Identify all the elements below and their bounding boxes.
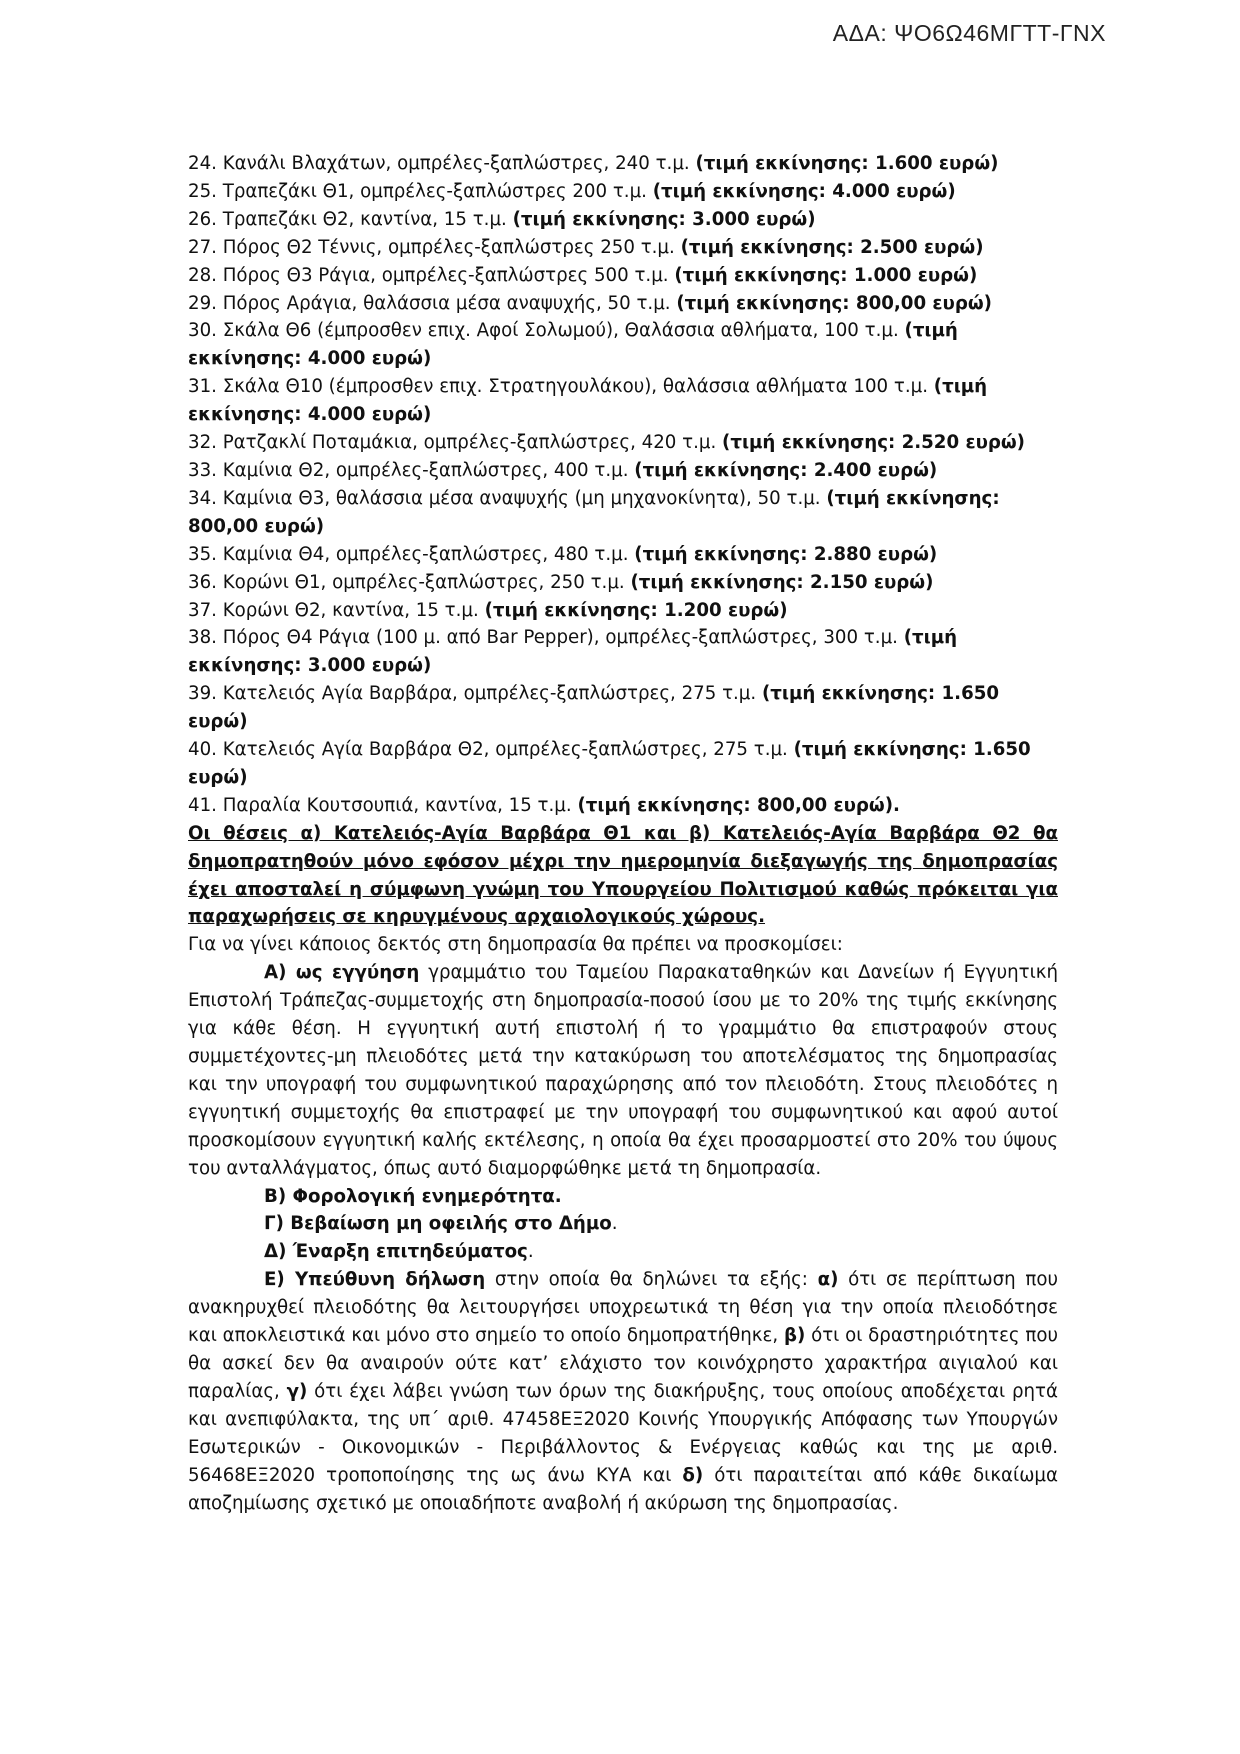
list-item-text: 31. Σκάλα Θ10 (έμπροσθεν επιχ. Στρατηγουλάκου), θαλάσσια αθλήματα 100 τ.μ. bbox=[188, 376, 934, 398]
list-item-price: (τιμή εκκίνησης: 800,00 ευρώ). bbox=[577, 794, 900, 816]
list-item-text: 39. Κατελειός Αγία Βαρβάρα, ομπρέλες-ξαπλώστρες, 275 τ.μ. bbox=[188, 683, 762, 705]
list-item bbox=[188, 624, 1058, 680]
list-item-price: (τιμή εκκίνησης: 1.200 ευρώ) bbox=[484, 599, 788, 621]
notice-paragraph: Οι θέσεις α) Κατελειός-Αγία Βαρβάρα Θ1 και β) Κατελειός-Αγία Βαρβάρα Θ2 θα δημοπρατηθούν μόνο εφόσον μέχρι την ημερομηνία διεξαγωγής της δημοπρασίας έχει αποσταλεί η σύμφωνη γνώμη του Υπουργείου Πολιτισμού καθώς πρόκειται για παραχωρήσεις σε κηρυγμένους αρχαιολογικούς χώρους. bbox=[188, 822, 1058, 928]
list-item-text: 24. Κανάλι Βλαχάτων, ομπρέλες-ξαπλώστρες, 240 τ.μ. bbox=[188, 153, 696, 174]
requirement-e-marker-b: β) bbox=[783, 1325, 806, 1347]
requirement-a-keyword: εγγύηση bbox=[332, 962, 420, 984]
list-item-text: 30. Σκάλα Θ6 (έμπροσθεν επιχ. Αφοί Σολωμού), Θαλάσσια αθλήματα, 100 τ.μ. bbox=[188, 320, 905, 342]
list-item-text: 33. Καμίνια Θ2, ομπρέλες-ξαπλώστρες, 400 τ.μ. bbox=[188, 459, 635, 481]
requirement-e-text-2: ότι σε περίπτωση που ανακηρυχθεί πλειοδότης θα λειτουργήσει υποχρεωτικά τη θέση για την οποία πλειοδότησε και αποκλειστικά και μόνο στο σημείο το οποίο δημοπρατήθηκε, bbox=[188, 1269, 1058, 1347]
requirement-e-marker-c: γ) bbox=[286, 1380, 308, 1402]
requirement-e-title: Ε) Υπεύθυνη δήλωση bbox=[264, 1269, 486, 1291]
requirement-d-tail: . bbox=[527, 1241, 534, 1263]
list-item bbox=[188, 792, 1058, 820]
list-item-price: (τιμή εκκίνησης: 1.000 ευρώ) bbox=[674, 264, 978, 286]
ada-code: ΑΔΑ: ΨΟ6Ω46ΜΓΤΤ-ΓΝΧ bbox=[832, 20, 1106, 46]
list-item bbox=[188, 262, 1058, 290]
list-item-price: (τιμή εκκίνησης: 1.600 ευρώ) bbox=[695, 153, 999, 174]
list-item-price: (τιμή εκκίνησης: 2.520 ευρώ) bbox=[722, 432, 1025, 454]
requirement-d-text: Δ) Έναρξη επιτηδεύματος bbox=[264, 1241, 528, 1263]
list-item-text: 27. Πόρος Θ2 Τέννις, ομπρέλες-ξαπλώστρες 250 τ.μ. bbox=[188, 236, 681, 258]
list-item-text: 29. Πόρος Αράγια, θαλάσσια μέσα αναψυχής, 50 τ.μ. bbox=[188, 292, 677, 314]
list-item-text: 25. Τραπεζάκι Θ1, ομπρέλες-ξαπλώστρες 200 τ.μ. bbox=[188, 180, 653, 202]
list-item-price: (τιμή εκκίνησης: 2.150 ευρώ) bbox=[630, 571, 934, 593]
list-item-text: 35. Καμίνια Θ4, ομπρέλες-ξαπλώστρες, 480 τ.μ. bbox=[188, 543, 635, 565]
list-item-price: (τιμή εκκίνησης: 2.500 ευρώ) bbox=[680, 236, 984, 258]
list-item-text: 32. Ρατζακλί Ποταμάκια, ομπρέλες-ξαπλώστρες, 420 τ.μ. bbox=[188, 432, 723, 454]
requirement-b bbox=[264, 1183, 1058, 1211]
list-item-text: 38. Πόρος Θ4 Ράγια (100 μ. από Bar Pepper), ομπρέλες-ξαπλώστρες, 300 τ.μ. bbox=[188, 627, 904, 649]
list-item bbox=[188, 457, 1058, 485]
list-item bbox=[188, 541, 1058, 569]
requirement-c bbox=[264, 1210, 1058, 1238]
requirement-e-text-5: ότι παραιτείται από κάθε δικαίωμα αποζημίωσης σχετικό με οποιαδήποτε αναβολή ή ακύρωση της δημοπρασίας. bbox=[188, 1464, 1058, 1514]
list-item-price: (τιμή εκκίνησης: 4.000 ευρώ) bbox=[188, 376, 988, 426]
requirement-a bbox=[188, 959, 1058, 1182]
list-item-price: (τιμή εκκίνησης: 800,00 ευρώ) bbox=[188, 487, 1000, 537]
list-item bbox=[188, 485, 1058, 541]
requirement-e-text-3: ότι οι δραστηριότητες που θα ασκεί δεν θα αναιρούν ούτε κατ’ ελάχιστο τον κοινόχρηστο χαρακτήρα αιγιαλού και παραλίας, bbox=[188, 1325, 1058, 1402]
list-item-price: (τιμή εκκίνησης: 3.000 ευρώ) bbox=[188, 627, 958, 677]
requirement-d bbox=[264, 1238, 1058, 1266]
requirement-e-marker-d: δ) bbox=[682, 1464, 704, 1486]
requirement-b-text: Β) Φορολογική ενημερότητα. bbox=[264, 1185, 562, 1207]
requirement-c-tail: . bbox=[611, 1213, 618, 1235]
list-item-text: 37. Κορώνι Θ2, καντίνα, 15 τ.μ. bbox=[188, 599, 485, 621]
list-item bbox=[188, 597, 1058, 625]
list-item-price: (τιμή εκκίνησης: 1.650 ευρώ) bbox=[188, 683, 1000, 733]
list-item-text: 26. Τραπεζάκι Θ2, καντίνα, 15 τ.μ. bbox=[188, 208, 513, 230]
list-item-price: (τιμή εκκίνησης: 2.400 ευρώ) bbox=[634, 459, 938, 481]
list-item-price: (τιμή εκκίνησης: 2.880 ευρώ) bbox=[634, 543, 938, 565]
list-item-price: (τιμή εκκίνησης: 3.000 ευρώ) bbox=[512, 208, 816, 230]
requirement-c-text: Γ) Βεβαίωση μη οφειλής στο Δήμο bbox=[264, 1213, 612, 1235]
requirement-e-text-1: στην οποία θα δηλώνει τα εξής: bbox=[485, 1269, 818, 1291]
list-item-text: 28. Πόρος Θ3 Ράγια, ομπρέλες-ξαπλώστρες 500 τ.μ. bbox=[188, 264, 675, 286]
list-item-price: (τιμή εκκίνησης: 800,00 ευρώ) bbox=[676, 292, 992, 314]
list-item bbox=[188, 290, 1058, 318]
list-item bbox=[188, 569, 1058, 597]
list-item-text: 40. Κατελειός Αγία Βαρβάρα Θ2, ομπρέλες-ξαπλώστρες, 275 τ.μ. bbox=[188, 739, 794, 761]
list-item-price: (τιμή εκκίνησης: 4.000 ευρώ) bbox=[652, 180, 956, 202]
list-item bbox=[188, 206, 1058, 234]
list-item bbox=[188, 736, 1058, 792]
list-item bbox=[188, 373, 1058, 429]
document-body bbox=[188, 150, 1058, 1517]
list-item-price: (τιμή εκκίνησης: 4.000 ευρώ) bbox=[188, 320, 958, 370]
requirement-e-marker-a: α) bbox=[817, 1269, 839, 1291]
list-item bbox=[188, 234, 1058, 262]
list-item-text: 36. Κορώνι Θ1, ομπρέλες-ξαπλώστρες, 250 τ.μ. bbox=[188, 571, 631, 593]
list-item bbox=[188, 680, 1058, 736]
list-item bbox=[188, 150, 1058, 178]
requirement-a-prefix: Α) ως bbox=[264, 962, 333, 984]
list-item-text: 34. Καμίνια Θ3, θαλάσσια μέσα αναψυχής (μη μηχανοκίνητα), 50 τ.μ. bbox=[188, 487, 827, 509]
requirement-e bbox=[188, 1266, 1058, 1517]
requirement-a-body: γραμμάτιο του Ταμείου Παρακαταθηκών και Δανείων ή Εγγυητική Επιστολή Τράπεζας-συμμετοχής στη δημοπρασία-ποσού ίσου με το 20% της τιμής εκκίνησης για κάθε θέση. Η εγγυητική αυτή επιστολή ή το γραμμάτιο θα επιστραφούν στους συμμετέχοντες-μη πλειοδότες μετά την κατακύρωση του αποτελέσματος της δημοπρασίας και την υπογραφή του συμφωνητικού παραχώρησης από τον πλειοδότη. Στους πλειοδότες η εγγυητική συμμετοχής θα επιστραφεί με την υπογραφή του συμφωνητικού και αφού αυτοί προσκομίσουν εγγυητική καλής εκτέλεσης, η οποία θα έχει προσαρμοστεί στο 20% του ύψους του ανταλλάγματος, όπως αυτό διαμορφώθηκε μετά τη δημοπρασία. bbox=[188, 962, 1059, 1179]
list-item bbox=[188, 178, 1058, 206]
list-item bbox=[188, 317, 1058, 373]
requirement-e-text-4: ότι έχει λάβει γνώση των όρων της διακήρυξης, τους οποίους αποδέχεται ρητά και ανεπιφύλακτα, της υπ΄ αριθ. 47458ΕΞ2020 Κοινής Υπουργικής Απόφασης των Υπουργών Εσωτερικών - Οικονομικών - Περιβάλλοντος & Ενέργειας καθώς και της με αριθ. 56468ΕΞ2020 τροποποίησης της ως άνω ΚΥΑ και bbox=[188, 1380, 1058, 1486]
intro-text: Για να γίνει κάποιος δεκτός στη δημοπρασία θα πρέπει να προσκομίσει: bbox=[188, 934, 843, 956]
list-item bbox=[188, 429, 1058, 457]
list-item-price: (τιμή εκκίνησης: 1.650 ευρώ) bbox=[188, 739, 1031, 788]
position-list bbox=[188, 150, 1058, 820]
list-item-text: 41. Παραλία Κουτσουπιά, καντίνα, 15 τ.μ. bbox=[188, 794, 578, 816]
